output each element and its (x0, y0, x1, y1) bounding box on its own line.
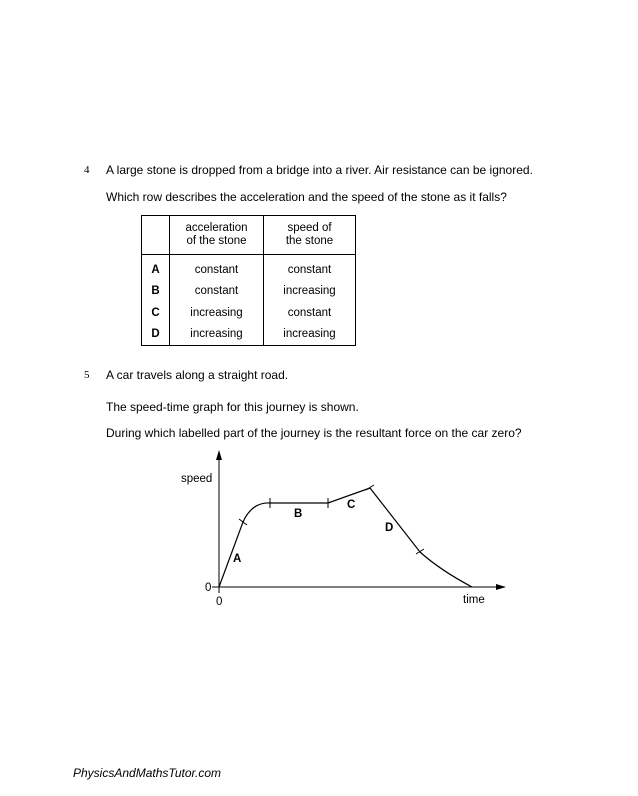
segment-label-c: C (347, 499, 356, 511)
question-4-stem: A large stone is dropped from a bridge into a river. Air resistance can be ignored. (106, 163, 533, 177)
boundary-mark-c-d (366, 485, 374, 490)
y-origin-label: 0 (205, 582, 212, 594)
table-header-acceleration: acceleration of the stone (170, 216, 264, 255)
boundary-mark-a-b (239, 519, 247, 525)
row-label: B (142, 281, 170, 303)
y-axis-arrowhead (216, 450, 222, 460)
row-acceleration: constant (170, 255, 264, 281)
segment-label-a: A (233, 553, 242, 565)
row-speed: constant (264, 302, 356, 324)
row-acceleration: increasing (170, 324, 264, 346)
row-label: D (142, 324, 170, 346)
boundary-mark-d-end (416, 549, 424, 554)
row-speed: increasing (264, 324, 356, 346)
y-axis-label: speed (181, 473, 213, 485)
x-origin-label: 0 (216, 596, 223, 608)
segment-label-b: B (294, 508, 303, 520)
row-label: A (142, 255, 170, 281)
question-5-stem: A car travels along a straight road. (106, 368, 289, 382)
row-speed: increasing (264, 281, 356, 303)
row-acceleration: increasing (170, 302, 264, 324)
table-header-speed: speed of the stone (264, 216, 356, 255)
question-4-number: 4 (84, 164, 90, 176)
footer-source: PhysicsAndMathsTutor.com (73, 766, 222, 780)
question-5-prompt: During which labelled part of the journey is the resultant force on the car zero? (106, 426, 522, 440)
segment-label-d: D (385, 522, 394, 534)
question-5-line2: The speed-time graph for this journey is shown. (106, 400, 359, 414)
row-speed: constant (264, 255, 356, 281)
row-label: C (142, 302, 170, 324)
question-4-prompt: Which row describes the acceleration and the speed of the stone as it falls? (106, 190, 507, 204)
row-acceleration: constant (170, 281, 264, 303)
x-axis-label: time (463, 594, 485, 606)
question-5-number: 5 (84, 369, 90, 381)
speed-curve (219, 488, 472, 587)
x-axis-arrowhead (496, 584, 506, 590)
